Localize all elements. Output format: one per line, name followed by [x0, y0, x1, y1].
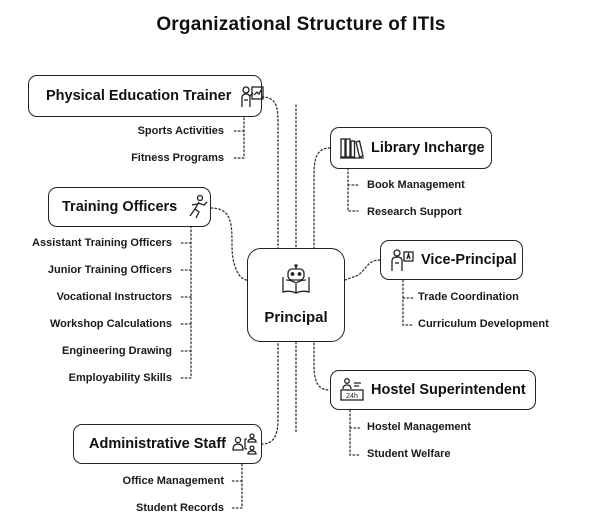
node-label: Hostel Superintendent: [371, 382, 526, 398]
node-label: Administrative Staff: [89, 436, 226, 452]
node-physical-education-trainer: [28, 75, 262, 117]
node-principal: [247, 248, 345, 342]
node-library-incharge: [330, 127, 492, 169]
training-item-ato: Assistant Training Officers: [32, 237, 172, 249]
training-item-es: Employability Skills: [68, 372, 172, 384]
hostel-item-welfare: Student Welfare: [367, 448, 451, 460]
vice-item-trade: Trade Coordination: [418, 291, 519, 303]
node-label: Physical Education Trainer: [46, 88, 232, 104]
node-label: Training Officers: [62, 199, 178, 215]
node-label: Library Incharge: [371, 140, 485, 156]
node-administrative-staff: [73, 424, 262, 464]
diagram-title: Organizational Structure of ITIs: [156, 14, 446, 35]
24h-desk-icon: [339, 377, 365, 403]
training-item-ed: Engineering Drawing: [61, 345, 172, 357]
trainer-board-icon: [239, 83, 265, 109]
node-vice-principal: [380, 240, 523, 280]
robot-book-icon: [280, 264, 312, 296]
node-label: Vice-Principal: [421, 252, 517, 268]
books-icon: [339, 135, 365, 161]
pet-item-sports: Sports Activities: [137, 125, 224, 137]
training-item-jto: Junior Training Officers: [47, 264, 172, 276]
node-hostel-superintendent: [330, 370, 536, 410]
training-item-wc: Workshop Calculations: [49, 318, 172, 330]
admin-item-records: Student Records: [135, 502, 224, 514]
org-people-icon: [232, 431, 258, 457]
svg-text:24h: 24h: [346, 393, 358, 400]
hostel-item-management: Hostel Management: [367, 421, 471, 433]
running-person-icon: [185, 194, 211, 220]
node-training-officers: [48, 187, 211, 227]
admin-item-office: Office Management: [122, 475, 224, 487]
presenter-icon: [389, 247, 415, 273]
library-item-research: Research Support: [367, 206, 462, 218]
training-item-vi: Vocational Instructors: [56, 291, 172, 303]
node-label: Principal: [264, 309, 328, 326]
pet-item-fitness: Fitness Programs: [131, 152, 224, 164]
library-item-books: Book Management: [367, 179, 465, 191]
vice-item-curriculum: Curriculum Development: [418, 318, 549, 330]
